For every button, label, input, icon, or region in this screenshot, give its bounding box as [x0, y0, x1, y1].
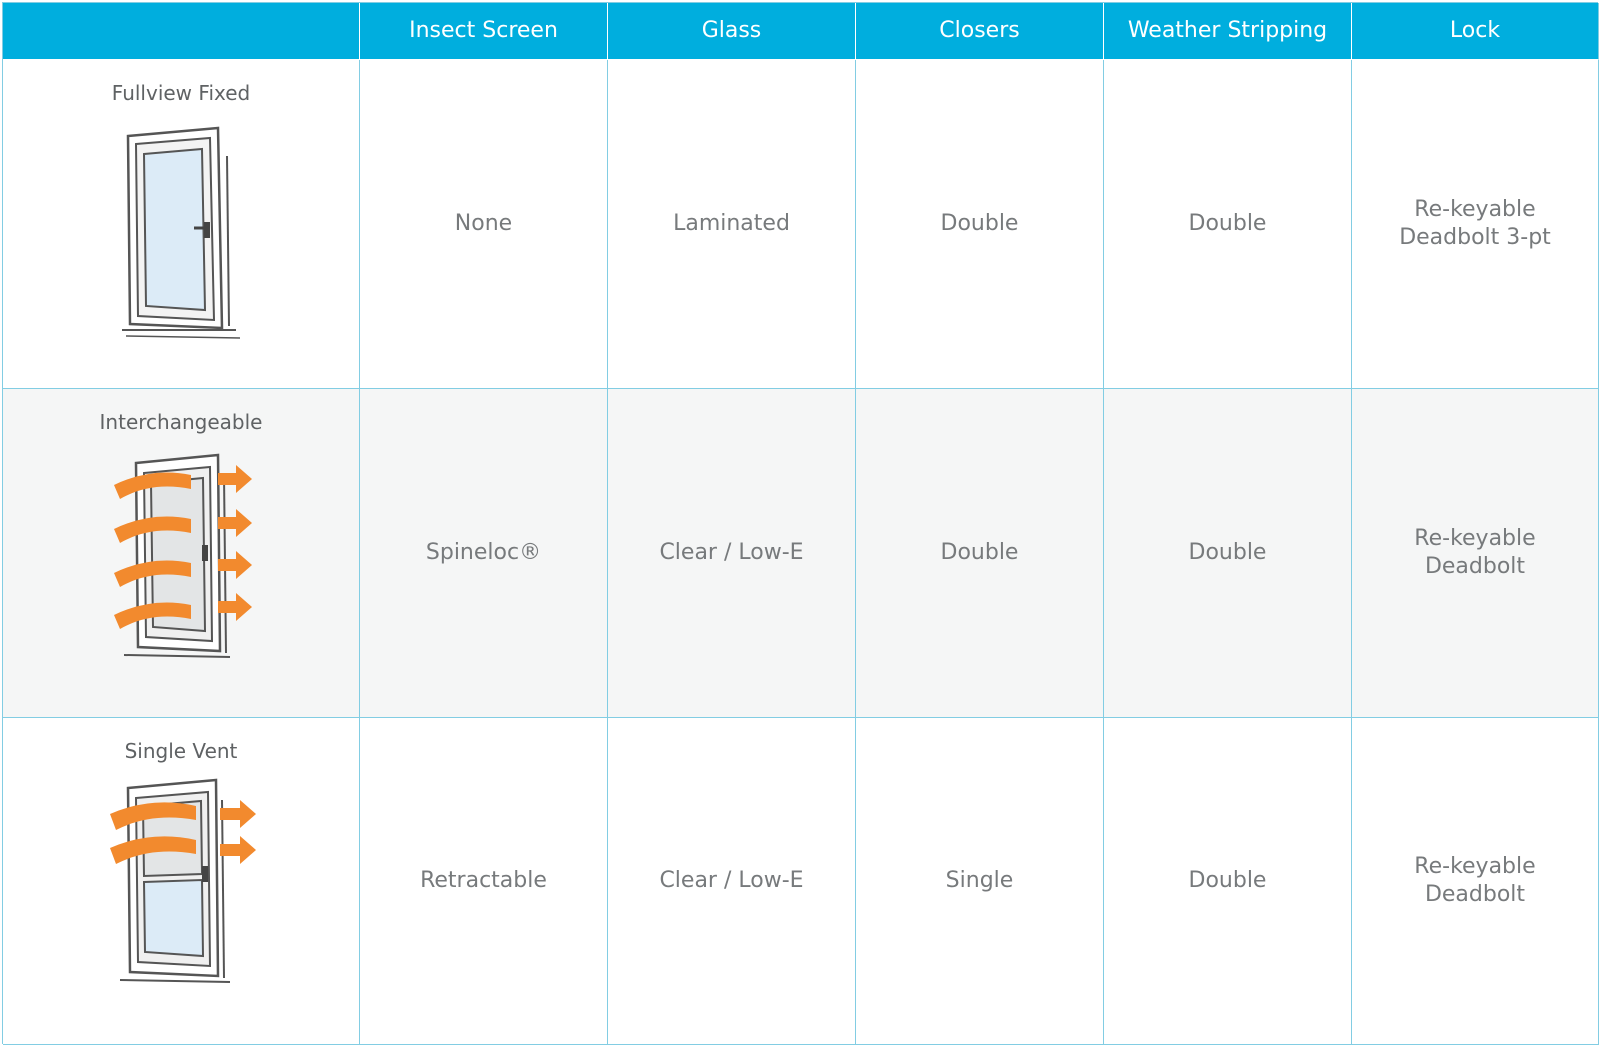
cell-weather-stripping: Double [1104, 60, 1352, 389]
header-closers: Closers [856, 3, 1104, 60]
row-fullview-fixed-label-cell [3, 60, 360, 389]
header-insect-screen: Insect Screen [360, 3, 608, 60]
cell-lock: Re-keyable Deadbolt 3-pt [1352, 60, 1599, 389]
row-single-vent-label-cell [3, 718, 360, 1045]
header-lock: Lock [1352, 3, 1599, 60]
row-label: Fullview Fixed [111, 81, 251, 105]
row-interchangeable-label-cell [3, 389, 360, 718]
cell-lock: Re-keyable Deadbolt [1352, 389, 1599, 718]
cell-glass: Laminated [608, 60, 856, 389]
cell-closers: Double [856, 389, 1104, 718]
cell-insect-screen: Spineloc® [360, 389, 608, 718]
cell-lock: Re-keyable Deadbolt [1352, 718, 1599, 1045]
cell-insect-screen: Retractable [360, 718, 608, 1045]
door-comparison-table [2, 2, 1598, 1044]
cell-weather-stripping: Double [1104, 389, 1352, 718]
cell-closers: Single [856, 718, 1104, 1045]
row-label: Interchangeable [99, 410, 263, 434]
cell-insect-screen: None [360, 60, 608, 389]
header-weather-stripping: Weather Stripping [1104, 3, 1352, 60]
cell-weather-stripping: Double [1104, 718, 1352, 1045]
row-label: Single Vent [124, 739, 238, 763]
interchangeable-door-icon [106, 445, 256, 675]
header-corner [3, 3, 360, 60]
cell-closers: Double [856, 60, 1104, 389]
cell-glass: Clear / Low-E [608, 718, 856, 1045]
cell-glass: Clear / Low-E [608, 389, 856, 718]
header-glass: Glass [608, 3, 856, 60]
single-vent-door-icon [106, 774, 256, 1004]
fullview-door-icon [106, 116, 256, 346]
